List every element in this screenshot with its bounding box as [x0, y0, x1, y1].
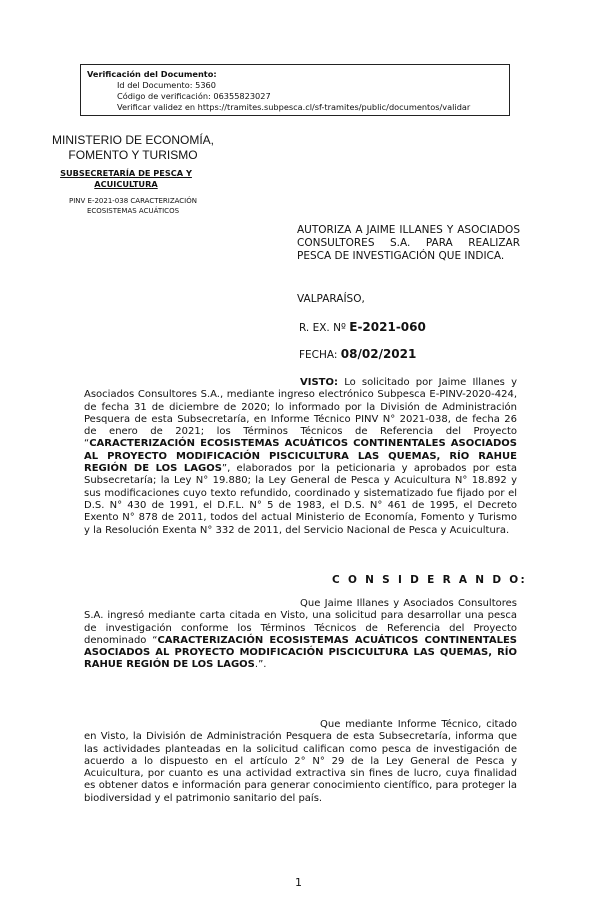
verification-box: [80, 64, 510, 116]
resolution-date: [299, 347, 416, 361]
subsecretaria-name: [36, 168, 216, 190]
reference-line-1: PINV E-2021-038 CARACTERIZACIÓN: [68, 197, 197, 205]
visto-paragraph: [84, 377, 517, 537]
verification-list: [87, 80, 503, 113]
resolution-number: [299, 320, 426, 334]
page-number: 1: [295, 876, 302, 889]
subsecretaria-line-2: ACUICULTURA: [94, 179, 158, 189]
city: VALPARAÍSO,: [297, 293, 365, 305]
subsecretaria-line-1: SUBSECRETARÍA DE PESCA Y: [60, 168, 192, 178]
reference-line-2: ECOSISTEMAS ACUÁTICOS: [86, 206, 180, 215]
p1-project: CARACTERIZACIÓN ECOSISTEMAS ACUÁTICOS CONTINENTALES ASOCIADOS AL PROYECTO MODIFICACIÓN PISCICULTURA LAS QUEMAS, RÍO RAHUE REGIÓN DE LOS LAGOS: [84, 634, 517, 671]
document-id: • Id del Documento: 5360: [117, 80, 503, 91]
p1-text-a: Que Jaime Illanes y Asociados Consultores S.A. ingresó mediante carta citada en Visto, una solicitud para desarrollar una pesca de investigación conforme los Términos Técnicos de Referencia del Proyecto denominado “: [84, 598, 517, 646]
visto-text-b: ”, elaborados por la peticionaria y aprobados por esta Subsecretaría; la Ley N° 19.880; la Ley General de Pesca y Acuicultura N° 18.892 y sus modificaciones cuyo texto refundido, coordinado y sistematizado fue fijado por el D.S. N° 430 de 1991, el D.F.L. N° 5 de 1983, el D.S. N° 461 de 1995, el Decreto Exento N° 878 de 2011, todos del actual Ministerio de Economía, Fomento y Turismo y la Resolución Exenta N° 332 de 2011, del Servicio Nacional de Pesca y Acuicultura.: [84, 463, 517, 536]
resolution-summary: AUTORIZA A JAIME ILLANES Y ASOCIADOS CONSULTORES S.A. PARA REALIZAR PESCA DE INVESTIGACIÓN QUE INDICA.: [297, 224, 520, 262]
fecha-label: FECHA:: [299, 349, 338, 361]
project-reference: [38, 197, 228, 216]
ministry-line-2: FOMENTO Y TURISMO: [68, 148, 198, 162]
verification-code: • Código de verificación: 06355823027: [117, 91, 503, 102]
visto-label: VISTO:: [300, 377, 338, 388]
verification-url[interactable]: • Verificar validez en https://tramites.subpesca.cl/sf-tramites/public/documentos/validar: [117, 102, 503, 113]
visto-project: CARACTERIZACIÓN ECOSISTEMAS ACUÁTICOS CONTINENTALES ASOCIADOS AL PROYECTO MODIFICACIÓN PISCICULTURA LAS QUEMAS, RÍO RAHUE REGIÓN DE LOS LAGOS: [84, 438, 517, 475]
considerando-heading: C O N S I D E R A N D O:: [332, 574, 528, 586]
considerando-paragraph-1: [84, 598, 517, 672]
fecha-value: 08/02/2021: [340, 347, 417, 361]
verification-title: Verificación del Documento:: [87, 69, 217, 79]
p1-text-b: .”.: [254, 659, 267, 671]
ministry-name: [38, 133, 228, 163]
rex-label: R. EX. Nº: [299, 322, 346, 334]
rex-number: E-2021-060: [349, 320, 426, 334]
considerando-paragraph-2: Que mediante Informe Técnico, citado en Visto, la División de Administración Pesquera de esta Subsecretaría, informa que las actividades planteadas en la solicitud califican como pesca de investigación de acuerdo a lo dispuesto en el artículo 2° N° 29 de la Ley General de Pesca y Acuicultura, por cuanto es una actividad extractiva sin fines de lucro, cuya finalidad es obtener datos e información para generar conocimiento científico, para proteger la biodiversidad y el patrimonio sanitario del país.: [84, 719, 517, 804]
visto-text-a: Lo solicitado por Jaime Illanes y Asociados Consultores S.A., mediante ingreso electrónico Subpesca E-PINV-2020-424, de fecha 31 de diciembre de 2020; lo informado por la División de Administración Pesquera de esta Subsecretaría, en Informe Técnico PINV N° 2021-038, de fecha 26 de enero de 2021; los Términos Técnicos de Referencia del Proyecto “: [84, 377, 517, 450]
ministry-line-1: MINISTERIO DE ECONOMÍA,: [51, 133, 214, 147]
